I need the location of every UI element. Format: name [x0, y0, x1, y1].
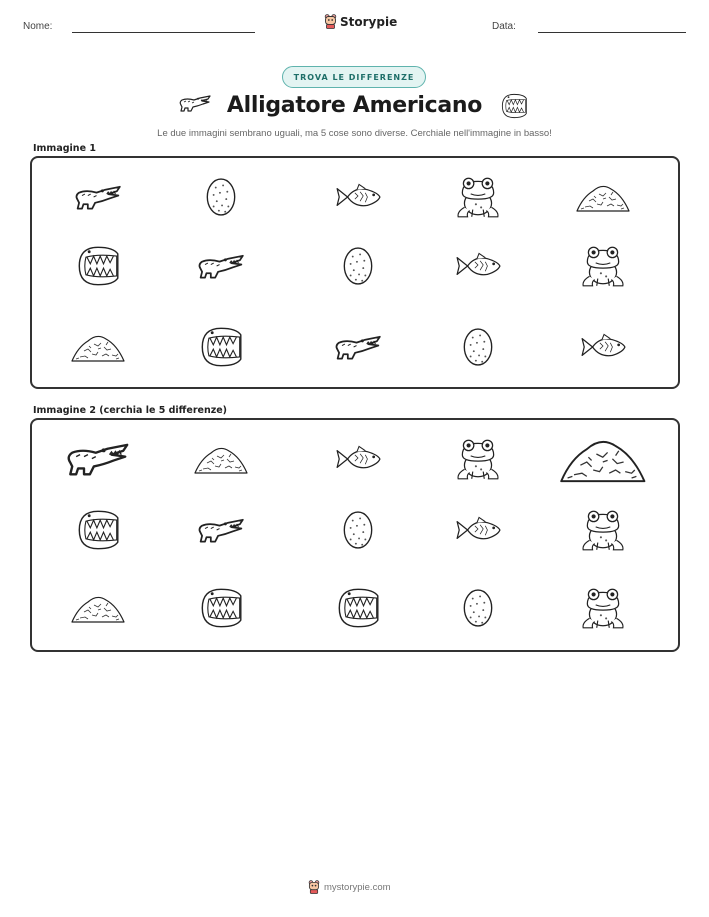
fish-icon [454, 250, 502, 282]
nest-mound-icon [70, 329, 126, 365]
date-label: Data: [492, 21, 516, 32]
fish-icon [334, 181, 382, 213]
frog-icon[interactable] [579, 507, 627, 553]
date-field[interactable] [538, 32, 686, 33]
frog-icon [454, 174, 502, 220]
image-2-heading: Immagine 2 (cerchia le 5 differenze) [33, 405, 228, 416]
alligator-icon [196, 250, 246, 282]
fish-icon [579, 331, 627, 363]
fish-icon[interactable] [454, 514, 502, 546]
open-jaws-icon [500, 93, 528, 119]
frog-icon[interactable] [579, 585, 627, 631]
nest-mound-icon [575, 179, 631, 215]
alligator-icon [333, 331, 383, 363]
open-jaws-icon[interactable] [76, 509, 120, 551]
frog-icon[interactable] [454, 436, 502, 482]
name-label: Nome: [23, 21, 53, 32]
fish-icon[interactable] [334, 443, 382, 475]
footer-url: mystorypie.com [324, 881, 391, 893]
storypie-mascot-icon [324, 14, 337, 29]
egg-icon [342, 246, 374, 286]
alligator-icon [73, 181, 123, 213]
footer [308, 880, 391, 894]
open-jaws-icon[interactable] [336, 587, 380, 629]
instructions: Le due immagini sembrano uguali, ma 5 cose sono diverse. Cerchiale nell'immagine in basso! [157, 128, 552, 139]
nest-mound-icon[interactable] [193, 441, 249, 477]
page-title: Alligatore Americano [226, 93, 483, 118]
alligator-icon[interactable] [196, 514, 246, 546]
storypie-mascot-icon [308, 880, 320, 894]
nest-mound-icon[interactable] [558, 430, 648, 488]
egg-icon [462, 327, 494, 367]
egg-icon[interactable] [342, 510, 374, 550]
egg-icon[interactable] [462, 588, 494, 628]
brand-name: Storypie [340, 14, 398, 29]
open-jaws-icon[interactable] [199, 587, 243, 629]
egg-icon [205, 177, 237, 217]
alligator-icon[interactable] [64, 437, 132, 480]
open-jaws-icon [199, 326, 243, 368]
nest-mound-icon[interactable] [70, 590, 126, 626]
image-1-heading: Immagine 1 [33, 143, 96, 154]
name-field[interactable] [72, 32, 255, 33]
frog-icon [579, 243, 627, 289]
activity-badge: TROVA LE DIFFERENZE [282, 66, 426, 88]
open-jaws-icon [76, 245, 120, 287]
brand-logo [324, 14, 397, 29]
